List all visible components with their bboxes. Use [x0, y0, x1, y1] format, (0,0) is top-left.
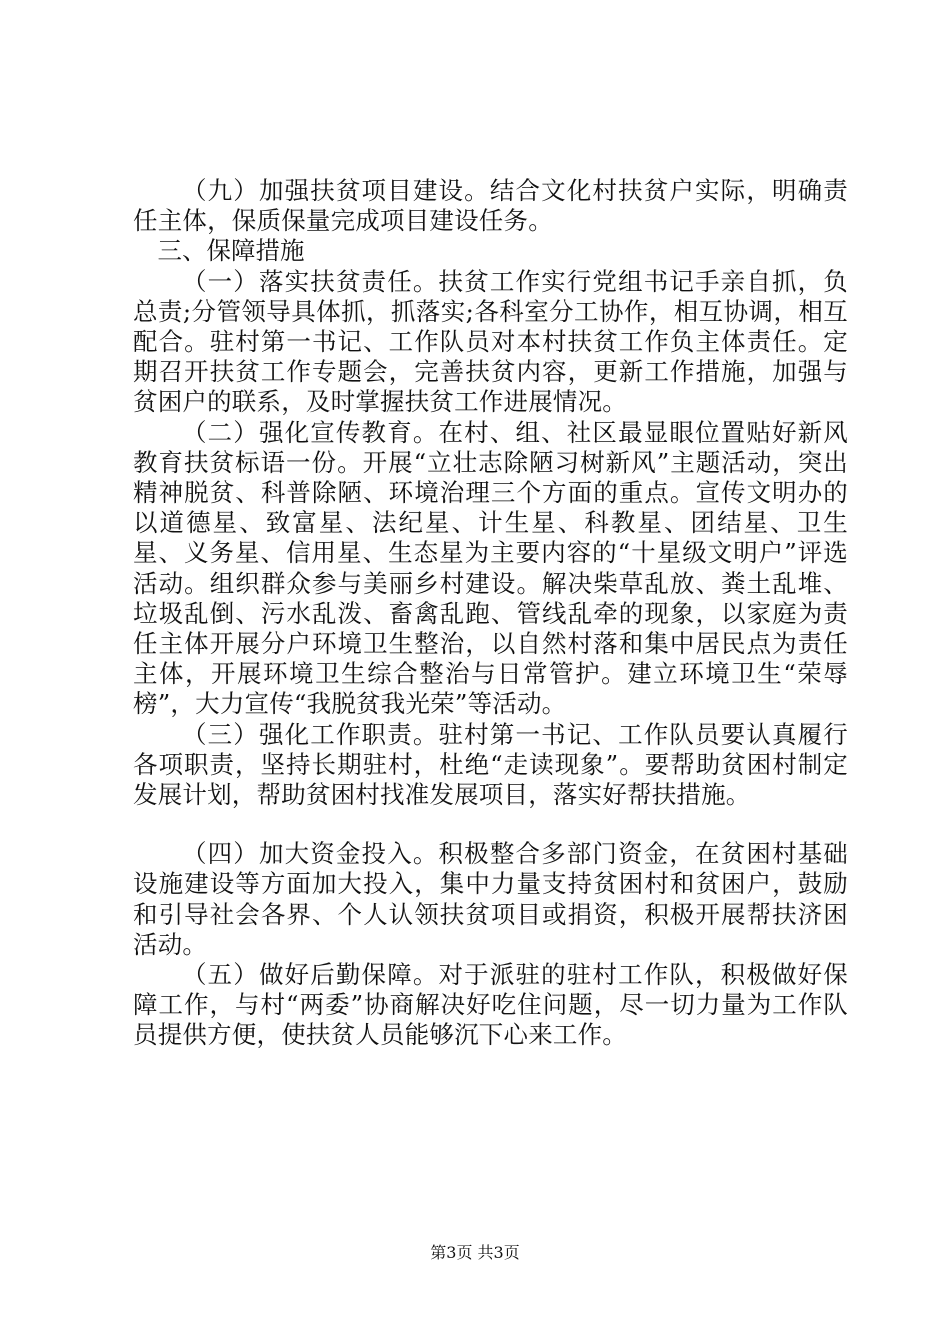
section-heading-safeguards: 三、保障措施: [157, 236, 305, 266]
page-number-footer: 第3页 共3页: [430, 1243, 520, 1262]
paragraph-safeguard-3: （三）强化工作职责。驻村第一书记、工作队员要认真履行各项职责，坚持长期驻村，杜绝“走读现象”。要帮助贫困村制定发展计划，帮助贫困村找准发展项目，落实好帮扶措施。: [133, 719, 848, 810]
paragraph-item-9: （九）加强扶贫项目建设。结合文化村扶贫户实际，明确责任主体，保质保量完成项目建设任务。: [133, 176, 848, 236]
paragraph-safeguard-5: （五）做好后勤保障。对于派驻的驻村工作队，积极做好保障工作，与村“两委”协商解决好吃住问题，尽一切力量为工作队员提供方便，使扶贫人员能够沉下心来工作。: [133, 960, 848, 1050]
document-body: [133, 176, 848, 1051]
paragraph-safeguard-2: （二）强化宣传教育。在村、组、社区最显眼位置贴好新风教育扶贫标语一份。开展“立壮志除陋习树新风”主题活动，突出精神脱贫、科普除陋、环境治理三个方面的重点。宣传文明办的以道德星、致富星、法纪星、计生星、科教星、团结星、卫生星、义务星、信用星、生态星为主要内容的“十星级文明户”评选活动。组织群众参与美丽乡村建设。解决柴草乱放、粪土乱堆、垃圾乱倒、污水乱泼、畜禽乱跑、管线乱牵的现象，以家庭为责任主体开展分户环境卫生整治，以自然村落和集中居民点为责任主体，开展环境卫生综合整治与日常管护。建立环境卫生“荣辱榜”，大力宣传“我脱贫我光荣”等活动。: [133, 417, 848, 719]
paragraph-safeguard-1: （一）落实扶贫责任。扶贫工作实行党组书记手亲自抓，负总责;分管领导具体抓，抓落实;各科室分工协作，相互协调，相互配合。驻村第一书记、工作队员对本村扶贫工作负主体责任。定期召开扶贫工作专题会，完善扶贫内容，更新工作措施，加强与贫困户的联系，及时掌握扶贫工作进展情况。: [133, 266, 848, 417]
paragraph-safeguard-4: （四）加大资金投入。积极整合多部门资金，在贫困村基础设施建设等方面加大投入，集中力量支持贫困村和贫困户，鼓励和引导社会各界、个人认领扶贫项目或捐资，积极开展帮扶济困活动。: [133, 839, 848, 959]
paragraph-gap: [133, 810, 848, 839]
